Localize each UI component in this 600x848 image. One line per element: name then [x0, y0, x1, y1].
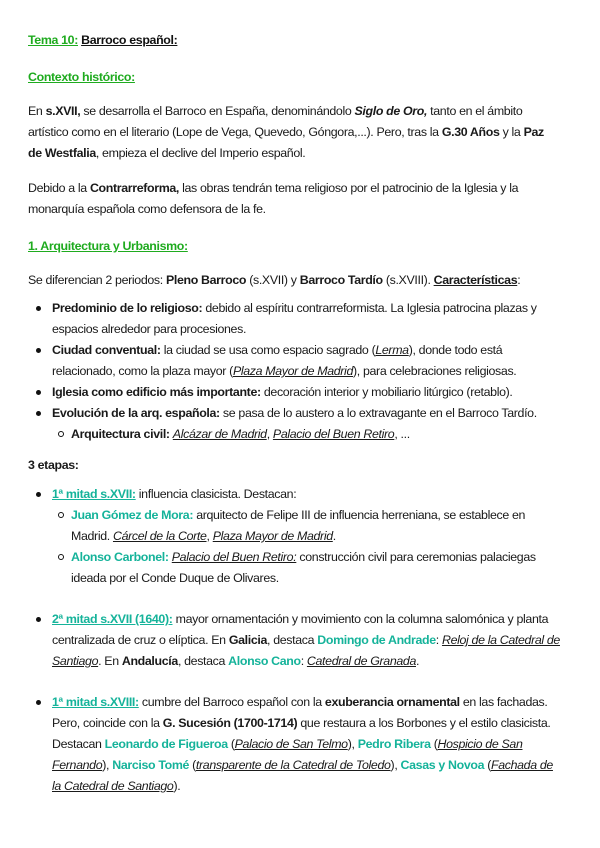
text: (s.XVII) y: [246, 273, 300, 287]
etapa-item-2: [28, 609, 560, 672]
text: en las fachadas. Pero, coincide con la: [52, 695, 548, 730]
contexto-paragraph-1: [28, 101, 560, 164]
example-reference: Reloj de la Catedral de Santiago: [52, 633, 560, 668]
text: y la: [499, 125, 524, 139]
section-heading-contexto: [28, 67, 560, 88]
etapa-label: 2ª mitad s.XVII (1640):: [52, 612, 173, 626]
etapa-item-1: [28, 484, 560, 505]
bold-text: Galicia: [228, 633, 268, 647]
bold-text: Pleno Barroco: [165, 273, 247, 287]
text: (: [227, 737, 235, 751]
text: Se diferencian 2 periodos:: [28, 273, 166, 287]
text: ), donde todo está relacionado, como la plaza mayor (: [52, 343, 503, 378]
text: mayor ornamentación y movimiento con la columna salomónica y planta centralizada de cruz o elíptica. En: [52, 612, 549, 647]
document-title: [28, 30, 560, 51]
text: (: [484, 758, 491, 772]
tema-name: Barroco español:: [81, 33, 178, 47]
bold-text: s.XVII,: [45, 104, 81, 118]
bold-text: Predominio de lo religioso:: [52, 301, 203, 315]
text: , destaca: [177, 654, 229, 668]
architect-name: Alonso Cano: [228, 654, 301, 668]
example-reference: Palacio del Buen Retiro:: [171, 550, 297, 564]
list-item: [28, 403, 560, 424]
example-reference: Cárcel de la Corte: [112, 529, 207, 543]
bold-text: Ciudad conventual:: [52, 343, 161, 357]
bold-text: exuberancia ornamental: [324, 695, 460, 709]
caracteristicas-list: [28, 298, 560, 445]
etapas-list: [28, 484, 560, 797]
section-heading-arquitectura: [28, 236, 560, 257]
section-heading-text: Contexto histórico:: [28, 70, 135, 84]
bold-text: Evolución de la arq. española:: [52, 406, 220, 420]
bold-italic-text: Siglo de Oro,: [354, 104, 428, 118]
bold-text: 3 etapas:: [28, 458, 79, 472]
section-heading-text: 1. Arquitectura y Urbanismo:: [28, 239, 188, 253]
architect-name: Alonso Carbonel:: [71, 550, 169, 564]
etapa-label: 1ª mitad s.XVIII:: [52, 695, 139, 709]
example-reference: Plaza Mayor de Madrid: [232, 364, 353, 378]
list-item: [28, 298, 560, 340]
text: :: [300, 654, 307, 668]
list-item: [28, 340, 560, 382]
architect-name: Domingo de Andrade: [317, 633, 436, 647]
list-item: [28, 382, 560, 403]
text: ).: [173, 779, 181, 793]
text: , ...: [394, 427, 410, 441]
sub-list-item: [28, 547, 560, 589]
bold-text: G.30 Años: [441, 125, 500, 139]
text: decoración interior y mobiliario litúrgico (retablo).: [260, 385, 513, 399]
text: ), para celebraciones religiosas.: [353, 364, 517, 378]
arquitectura-intro: [28, 270, 560, 291]
text: las obras tendrán tema religioso por el patrocinio de la Iglesia y la monarquía española como defensora de la fe.: [28, 181, 519, 216]
example-reference: Alcázar de Madrid: [172, 427, 267, 441]
architect-name: Leonardo de Figueroa: [104, 737, 228, 751]
example-reference: Palacio del Buen Retiro: [272, 427, 395, 441]
text: En: [28, 104, 46, 118]
text: se pasa de lo austero a lo extravagante en el Barroco Tardío.: [219, 406, 537, 420]
bold-text: Andalucía: [121, 654, 178, 668]
text: ),: [347, 737, 358, 751]
contexto-paragraph-2: [28, 178, 560, 220]
etapa-label: 1ª mitad s.XVII:: [52, 487, 136, 501]
architect-name: Casas y Novoa: [400, 758, 485, 772]
text: influencia clasicista. Destacan:: [135, 487, 297, 501]
architect-name: Narciso Tomé: [112, 758, 190, 772]
example-reference: Palacio de San Telmo: [234, 737, 348, 751]
example-reference: Lerma: [375, 343, 409, 357]
text: que restaura a los Borbones y el estilo clasicista. Destacan: [52, 716, 551, 751]
bold-text: Barroco Tardío: [299, 273, 383, 287]
example-reference: Catedral de Granada: [306, 654, 416, 668]
text: debido al espíritu contrarreformista. La Iglesia patrocina plazas y espacios alrededor para procesiones.: [52, 301, 537, 336]
bold-text: Paz de Westfalia: [28, 125, 544, 160]
text: (: [189, 758, 196, 772]
text: cumbre del Barroco español con la: [138, 695, 325, 709]
bold-text: Iglesia como edificio más importante:: [52, 385, 261, 399]
text: , empieza el declive del Imperio español.: [95, 146, 306, 160]
text: . En: [98, 654, 122, 668]
etapas-heading: [28, 455, 560, 476]
text: (s.XVIII).: [382, 273, 434, 287]
text: :: [435, 633, 442, 647]
bold-underlined-text: Características: [433, 273, 518, 287]
text: (: [430, 737, 438, 751]
text: construcción civil para ceremonias palaciegas ideada por el Conde Duque de Olivares.: [71, 550, 536, 585]
text: ,: [206, 529, 213, 543]
document-page: [28, 30, 560, 797]
example-reference: Hospicio de San Fernando: [52, 737, 523, 772]
text: se desarrolla el Barroco en España, denominándolo: [80, 104, 355, 118]
example-reference: Fachada de la Catedral de Santiago: [52, 758, 553, 793]
architect-name: Juan Gómez de Mora:: [71, 508, 194, 522]
bold-text: G. Sucesión (1700-1714): [162, 716, 298, 730]
architect-name: Pedro Ribera: [357, 737, 431, 751]
example-reference: Plaza Mayor de Madrid: [212, 529, 333, 543]
text: la ciudad se usa como espacio sagrado (: [160, 343, 376, 357]
text: Debido a la: [28, 181, 90, 195]
text: ,: [266, 427, 273, 441]
text: :: [517, 273, 521, 287]
text: ),: [390, 758, 401, 772]
tema-number: Tema 10:: [28, 33, 78, 47]
sub-list-item: [28, 505, 560, 547]
example-reference: transparente de la Catedral de Toledo: [195, 758, 391, 772]
bold-text: Arquitectura civil:: [71, 427, 170, 441]
text: .: [332, 529, 336, 543]
bold-text: Contrarreforma,: [89, 181, 180, 195]
text: arquitecto de Felipe III de influencia herreniana, se establece en Madrid.: [71, 508, 526, 543]
text: ),: [102, 758, 113, 772]
text: tanto en el ámbito artístico como en el literario (Lope de Vega, Quevedo, Góngora,...). Pero, tras la: [28, 104, 523, 139]
sub-list-item: [28, 424, 560, 445]
text: .: [416, 654, 420, 668]
etapa-item-3: [28, 692, 560, 797]
text: , destaca: [267, 633, 318, 647]
